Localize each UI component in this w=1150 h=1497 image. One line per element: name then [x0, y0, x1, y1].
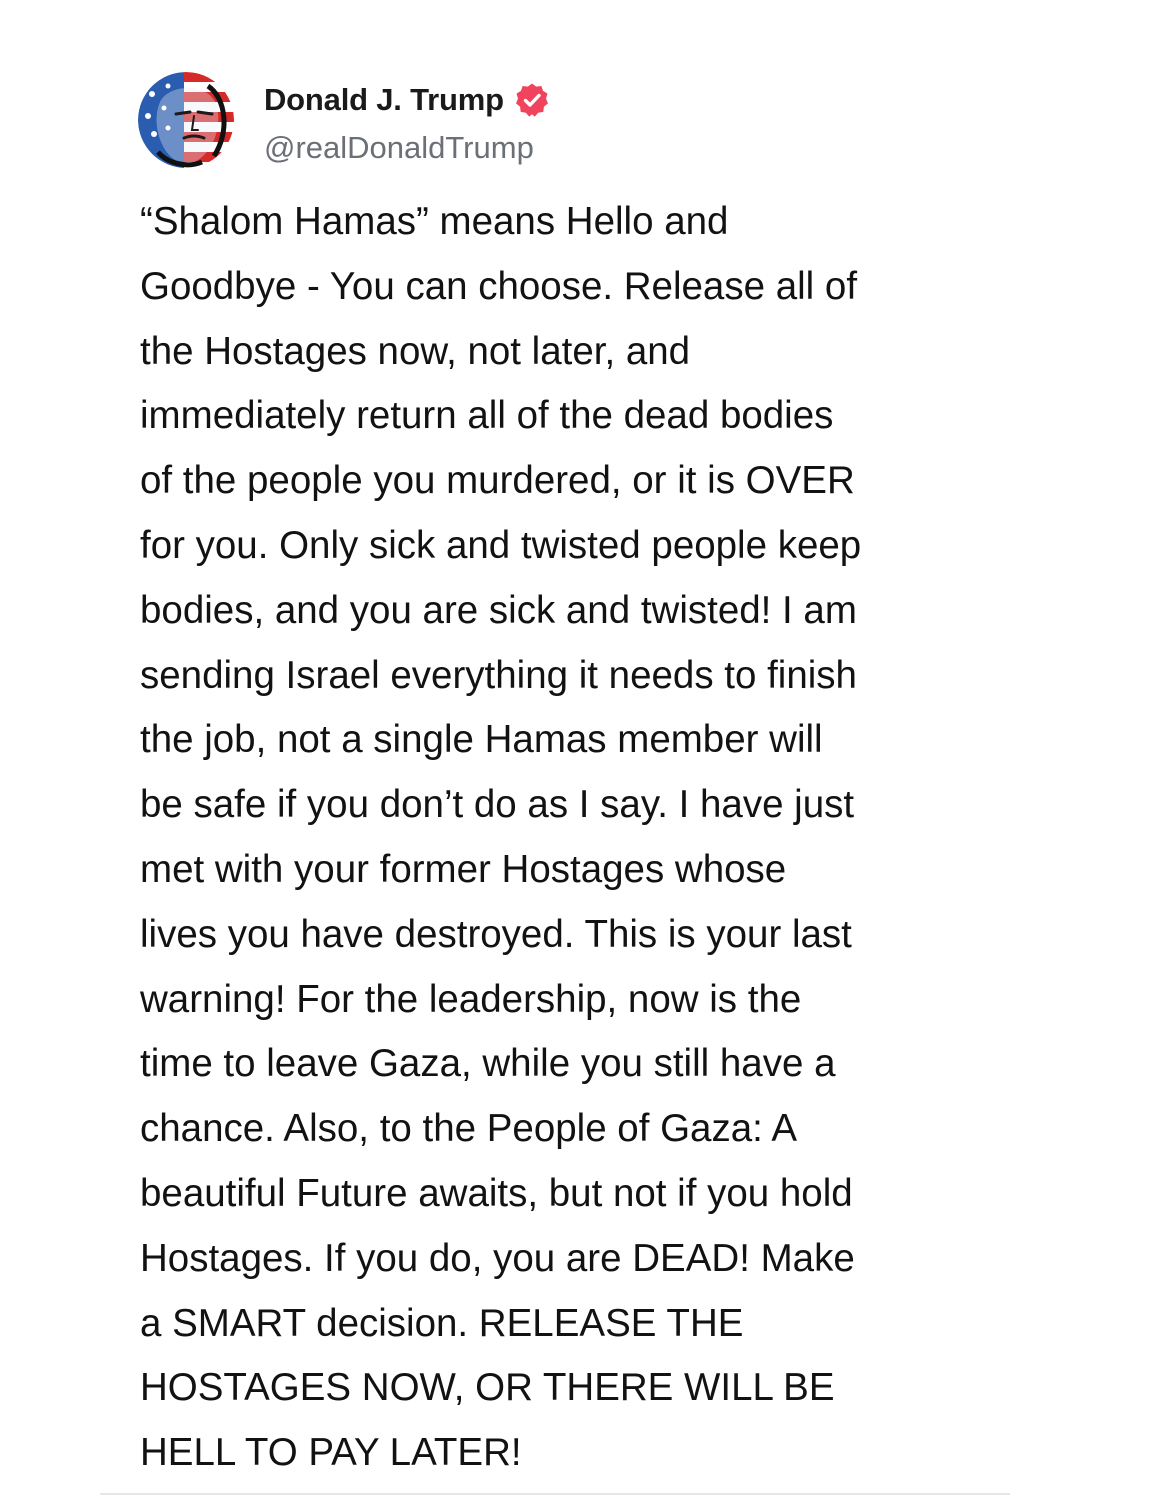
post-body-line: sending Israel everything it needs to finish [140, 653, 857, 697]
post-body-line: be safe if you don’t do as I say. I have just [140, 783, 855, 827]
post-body-line: HELL TO PAY LATER! [140, 1431, 522, 1475]
post-body-line: lives you have destroyed. This is your last [140, 912, 852, 956]
verified-badge-icon [514, 82, 550, 118]
avatar-image [138, 72, 234, 168]
post-body-line: warning! For the leadership, now is the [140, 977, 802, 1021]
post-body-line: a SMART decision. RELEASE THE [140, 1301, 744, 1345]
avatar[interactable] [138, 72, 234, 168]
post-body-line: the job, not a single Hamas member will [140, 718, 823, 762]
author-handle[interactable]: @realDonaldTrump [264, 130, 534, 165]
post-body-line: chance. Also, to the People of Gaza: A [140, 1107, 798, 1151]
divider [100, 1493, 1010, 1495]
post-body-line: the Hostages now, not later, and [140, 329, 691, 373]
post-header [138, 72, 838, 172]
post-body-line: Hostages. If you do, you are DEAD! Make [140, 1236, 855, 1280]
post-body [140, 190, 985, 1486]
post-body-line: met with your former Hostages whose [140, 847, 787, 891]
author-display-name[interactable]: Donald J. Trump [264, 82, 504, 117]
post-body-line: HOSTAGES NOW, OR THERE WILL BE [140, 1366, 835, 1410]
post-body-line: “Shalom Hamas” means Hello and [140, 200, 729, 243]
post-body-line: Goodbye - You can choose. Release all of [140, 264, 858, 308]
post-body-line: beautiful Future awaits, but not if you hold [140, 1171, 853, 1215]
post-body-line: of the people you murdered, or it is OVER [140, 459, 855, 503]
author-name-row [264, 80, 550, 120]
post-body-line: for you. Only sick and twisted people keep [140, 523, 862, 567]
post-body-line: bodies, and you are sick and twisted! I am [140, 588, 857, 632]
post-body-line: time to leave Gaza, while you still have a [140, 1042, 836, 1086]
post-body-line: immediately return all of the dead bodies [140, 394, 834, 438]
